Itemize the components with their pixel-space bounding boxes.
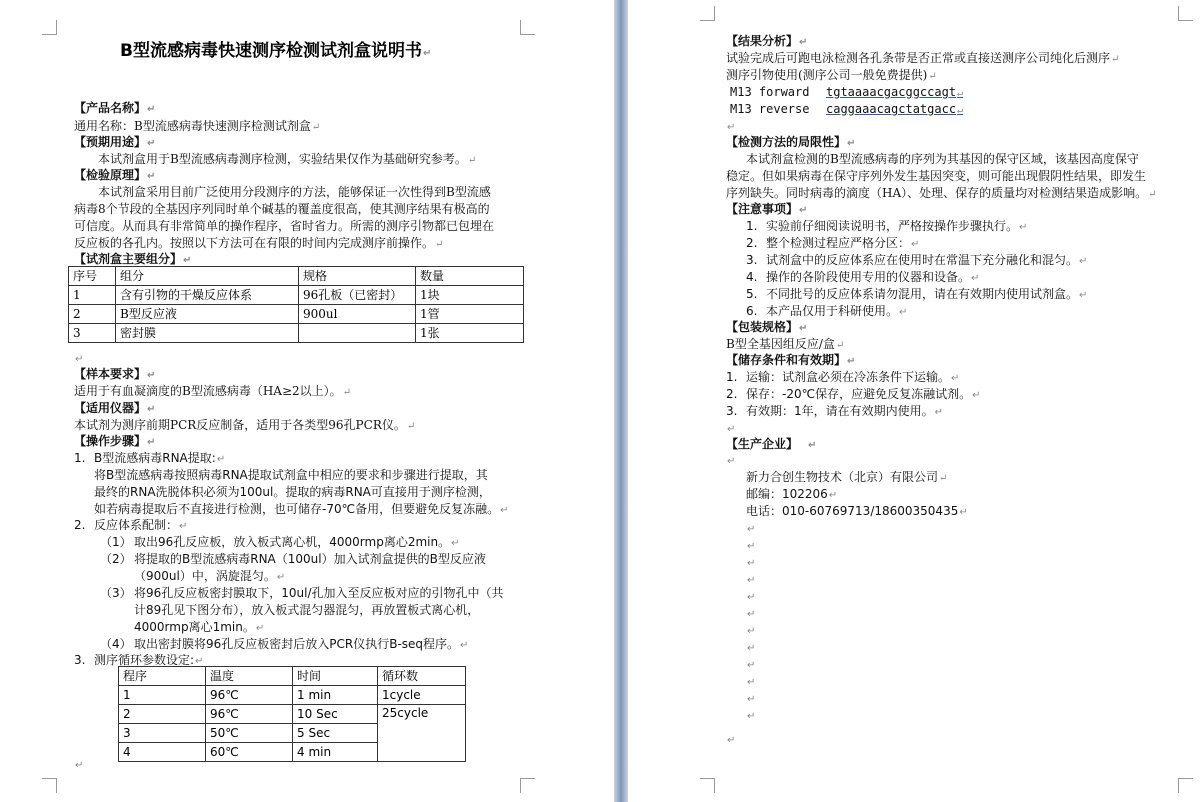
table-cell: 1管: [416, 305, 524, 324]
table-cell: 1块: [416, 286, 524, 305]
paragraph-mark: ↵: [747, 626, 756, 637]
table-cell: [299, 324, 416, 343]
table-cell: 3: [69, 324, 116, 343]
list-number: 3.: [746, 253, 758, 267]
paragraph-line: 本试剂盒采用目前广泛使用分段测序的方法，能够保证一次性得到B型流感: [98, 185, 491, 199]
step-label: B型流感病毒RNA提取:↵: [94, 451, 226, 465]
paragraph-mark: ↵: [747, 541, 756, 552]
paragraph: B型全基因组反应/盒↵: [726, 337, 845, 351]
paragraph-mark: ↵: [747, 694, 756, 705]
section-heading: 【预期用途】↵: [74, 135, 156, 149]
paragraph-mark: ↵: [747, 558, 756, 569]
paragraph-line: 序列缺失。同时病毒的滴度（HA）、处理、保存的质量均对检测结果造成影响。↵: [726, 186, 1157, 200]
paragraph-mark: ↵: [747, 711, 756, 722]
table-header-cell: 程序: [119, 667, 206, 686]
paragraph-line: 本试剂盒检测的B型流感病毒的序列为其基因的保守区域，该基因高度保守: [746, 152, 1139, 166]
phone: 电话：010-60769713/18600350435↵: [746, 504, 968, 518]
table-header-cell: 组分: [116, 267, 299, 286]
sub-list-text: 取出密封膜将96孔反应板密封后放入PCR仪执行B-seq程序。↵: [134, 637, 469, 651]
section-heading: 【结果分析】↵: [726, 34, 808, 48]
table-header-cell: 温度: [206, 667, 293, 686]
step-label: 测序循环参数设定:↵: [94, 653, 204, 667]
list-number: 3.: [726, 404, 738, 418]
table-cell: 50℃: [206, 724, 293, 743]
sub-list-number: （3）: [100, 586, 132, 600]
table-cell: 5 Sec: [293, 724, 378, 743]
crop-mark: [520, 778, 535, 793]
table-cell: 25cycle: [378, 705, 466, 762]
list-item: 本产品仅用于科研使用。↵: [766, 304, 908, 318]
paragraph: 本试剂为测序前期PCR反应制备，适用于各类型96孔PCR仪。↵: [74, 418, 416, 432]
sub-list-text: 计89孔见下图分布），放入板式混匀器混匀，再放置板式离心机，: [134, 603, 480, 617]
section-heading: 【操作步骤】↵: [74, 434, 156, 448]
table-header-cell: 时间: [293, 667, 378, 686]
table-cell: 含有引物的干燥反应体系: [116, 286, 299, 305]
list-number: 3.: [74, 653, 86, 667]
table-cell: 96℃: [206, 705, 293, 724]
list-number: 2.: [746, 236, 758, 250]
components-table: [68, 266, 524, 343]
sub-list-text: 4000rmp离心1min。↵: [134, 620, 265, 634]
table-header-cell: 规格: [299, 267, 416, 286]
section-heading: 【生产企业】 ↵: [726, 437, 817, 451]
list-number: 6.: [746, 304, 758, 318]
crop-mark: [42, 20, 57, 35]
company-name: 新力合创生物技术（北京）有限公司↵: [746, 470, 948, 484]
table-header-cell: 循环数: [378, 667, 466, 686]
table-row: [119, 705, 466, 724]
right-page: [628, 0, 1200, 802]
table-row: [69, 305, 524, 324]
paragraph-mark: ↵: [747, 524, 756, 535]
table-cell: 10 Sec: [293, 705, 378, 724]
paragraph-line: 稳定。但如果病毒在保守序列外发生基因突变，则可能出现假阴性结果，即发生: [726, 169, 1147, 183]
sub-list-text: 将96孔反应板密封膜取下，10ul/孔加入至反应板对应的引物孔中（共: [134, 586, 504, 600]
crop-mark: [1178, 778, 1193, 793]
table-cell: 1张: [416, 324, 524, 343]
table-cell: 96℃: [206, 686, 293, 705]
section-heading: 【检验原理】↵: [74, 168, 156, 182]
paragraph-line: 试验完成后可跑电泳检测各孔条带是否正常或直接送测序公司纯化后测序↵: [726, 51, 1120, 65]
table-cell: 2: [69, 305, 116, 324]
section-heading: 【适用仪器】↵: [74, 401, 156, 415]
section-heading: 【包装规格】↵: [726, 320, 808, 334]
table-cell: 96孔板（已密封）: [299, 286, 416, 305]
table-cell: 1 min: [293, 686, 378, 705]
sub-list-text: 取出96孔反应板，放入板式离心机，4000rmp离心2min。↵: [134, 535, 460, 549]
list-number: 4.: [746, 270, 758, 284]
table-cell: 1cycle: [378, 686, 466, 705]
paragraph: 本试剂盒用于B型流感病毒测序检测，实验结果仅作为基础研究参考。↵: [98, 152, 477, 166]
table-cell: 4: [119, 743, 206, 762]
section-heading: 【试剂盒主要组分】↵: [74, 252, 192, 266]
table-cell: B型反应液: [116, 305, 299, 324]
paragraph-line: 如若病毒提取后不直接进行检测，也可储存-70℃备用，但要避免反复冻融。↵: [94, 502, 509, 516]
list-item: 有效期：1年，请在有效期内使用。↵: [746, 404, 944, 418]
document-title: B型流感病毒快速测序检测试剂盒说明书↵: [120, 41, 432, 61]
paragraph-line: 可信度。从而具有非常简单的操作程序，省时省力。所需的测序引物都已包埋在: [74, 219, 495, 233]
table-cell: 3: [119, 724, 206, 743]
crop-mark: [42, 778, 57, 793]
table-row: [69, 324, 524, 343]
table-header-row: [69, 267, 524, 286]
primer-sequence: tgtaaaacgacggccagt↵: [826, 85, 964, 99]
sub-list-number: （2）: [100, 552, 132, 566]
crop-mark: [700, 778, 715, 793]
paragraph: 通用名称：B型流感病毒快速测序检测试剂盒↵: [74, 119, 321, 133]
table-row: [119, 686, 466, 705]
paragraph-mark: ↵: [747, 592, 756, 603]
list-number: 2.: [74, 518, 86, 532]
section-heading: 【检测方法的局限性】↵: [726, 135, 856, 149]
crop-mark: [520, 20, 535, 35]
list-item: 整个检测过程应严格分区：↵: [766, 236, 920, 250]
page-gap: [614, 0, 628, 802]
primer-sequence: caggaaacagctatgacc↵: [826, 102, 964, 116]
section-heading: 【产品名称】↵: [74, 101, 156, 115]
list-number: 5.: [746, 287, 758, 301]
crop-mark: [1178, 6, 1193, 21]
paragraph: 适用于有血凝滴度的B型流感病毒（HA≥2以上）。↵: [74, 384, 352, 398]
list-item: 实验前仔细阅读说明书，严格按操作步骤执行。↵: [766, 219, 1028, 233]
table-cell: 60℃: [206, 743, 293, 762]
paragraph-mark: ↵: [747, 609, 756, 620]
section-heading: 【注意事项】↵: [726, 202, 808, 216]
step-label: 反应体系配制：↵: [94, 518, 188, 532]
sub-list-text: 将提取的B型流感病毒RNA（100ul）加入试剂盒提供的B型反应液: [134, 552, 486, 566]
table-header-cell: 序号: [69, 267, 116, 286]
paragraph-line: 最终的RNA洗脱体积必须为100ul。提取的病毒RNA可直接用于测序检测，: [94, 485, 491, 499]
list-item: 保存：-20℃保存，应避免反复冻融试剂。↵: [746, 387, 981, 401]
paragraph-mark: ↵: [75, 760, 84, 771]
paragraph-mark: ↵: [727, 456, 736, 467]
table-cell: 1: [119, 686, 206, 705]
table-cell: 4 min: [293, 743, 378, 762]
table-header-row: [119, 667, 466, 686]
primer-name: M13 reverse: [730, 102, 810, 116]
paragraph-mark: ↵: [747, 575, 756, 586]
paragraph-mark: ↵: [747, 677, 756, 688]
postcode: 邮编：102206↵: [746, 487, 838, 501]
list-item: 试剂盒中的反应体系应在使用时在常温下充分融化和混匀。↵: [766, 253, 1088, 267]
paragraph-mark: ↵: [727, 122, 736, 133]
paragraph-mark: ↵: [727, 424, 736, 435]
table-cell: 900ul: [299, 305, 416, 324]
primer-name: M13 forward: [730, 85, 810, 99]
paragraph-line: 病毒8个节段的全基因序列同时单个碱基的覆盖度很高，使其测序结果有极高的: [74, 202, 490, 216]
list-number: 1.: [726, 370, 738, 384]
sub-list-number: （1）: [100, 535, 132, 549]
table-cell: 2: [119, 705, 206, 724]
paragraph-mark: ↵: [747, 643, 756, 654]
list-item: 运输：试剂盒必须在冷冻条件下运输。↵: [746, 370, 960, 384]
list-number: 1.: [74, 451, 86, 465]
table-cell: 密封膜: [116, 324, 299, 343]
crop-mark: [700, 6, 715, 21]
table-row: [69, 286, 524, 305]
paragraph-line: 将B型流感病毒按照病毒RNA提取试剂盒中相应的要求和步骤进行提取，其: [94, 468, 488, 482]
paragraph-line: 反应板的各孔内。按照以下方法可在有限的时间内完成测序前操作。↵: [74, 236, 444, 250]
section-heading: 【样本要求】↵: [74, 367, 156, 381]
cycle-table: [118, 666, 466, 762]
list-number: 2.: [726, 387, 738, 401]
list-item: 不同批号的反应体系请勿混用，请在有效期内使用试剂盒。↵: [766, 287, 1088, 301]
sub-list-text: （900ul）中，涡旋混匀。↵: [134, 569, 286, 583]
paragraph-mark: ↵: [747, 660, 756, 671]
paragraph-line: 测序引物使用(测序公司一般免费提供)↵: [726, 68, 937, 82]
sub-list-number: （4）: [100, 637, 132, 651]
table-cell: 1: [69, 286, 116, 305]
paragraph-mark: ↵: [727, 735, 736, 746]
section-heading: 【储存条件和有效期】↵: [726, 353, 856, 367]
list-number: 1.: [746, 219, 758, 233]
table-header-cell: 数量: [416, 267, 524, 286]
paragraph-mark: ↵: [75, 354, 84, 365]
list-item: 操作的各阶段使用专用的仪器和设备。↵: [766, 270, 980, 284]
